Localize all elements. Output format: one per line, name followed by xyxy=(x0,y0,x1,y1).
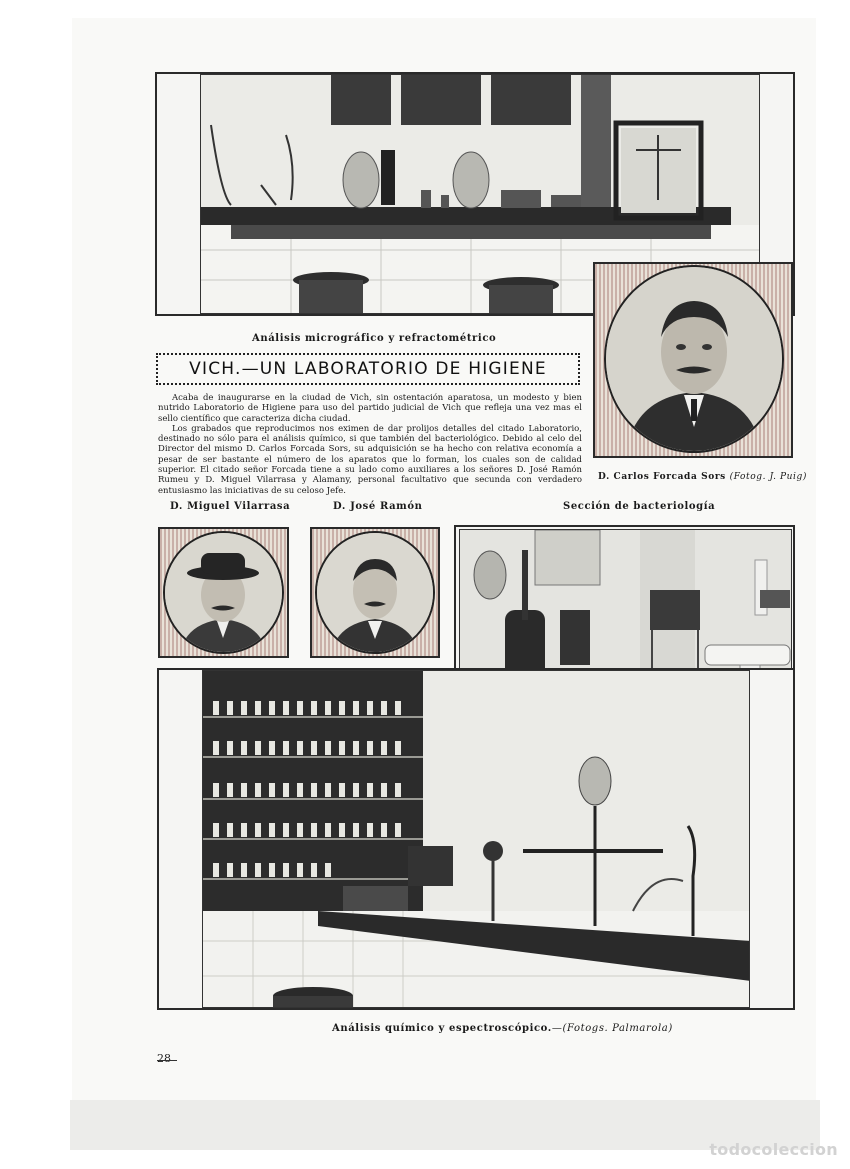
bacteriology-caption: Sección de bacteriología xyxy=(563,501,716,512)
article-paragraph-1: Acaba de inaugurarse en la ciudad de Vich, sin ostentación aparatosa, un modesto y bien nutrido Laboratorio de Higiene para uso del partido judicial de Vich que refleja una vez mas el sello científico que caracteriza dicha ciudad. xyxy=(158,393,582,424)
portrait-mid-figure xyxy=(317,533,433,652)
watermark: todocoleccion xyxy=(709,1140,838,1159)
bottom-photo-credit: —(Fotogs. Palmarola) xyxy=(551,1023,673,1034)
chemical-lab-photo xyxy=(202,670,750,1008)
main-portrait-credit: (Fotog. J. Puig) xyxy=(729,472,808,482)
article-title-box xyxy=(156,353,580,385)
page-number: 28 xyxy=(157,1052,171,1065)
bottom-photo-caption xyxy=(332,1023,673,1034)
portrait-left-figure xyxy=(165,533,282,652)
page-shadow xyxy=(70,1100,820,1150)
article-body xyxy=(158,393,582,496)
article-title: VICH.—UN LABORATORIO DE HIGIENE xyxy=(189,359,547,379)
main-portrait-caption xyxy=(598,472,807,482)
bottom-photo-caption-main: Análisis químico y espectroscópico. xyxy=(332,1023,552,1034)
carlos-forcada-portrait xyxy=(604,265,784,453)
article-paragraph-2: Los grabados que reproducimos nos eximen de dar prolijos detalles del citado Laboratorio, destinado no sólo para el análisis químico, si que también del bacteriológico. Debido al celo del Director del mismo D. Carlos Forcada Sors, su adquisición se ha hecho con relativa economía a pesar de ser bastante el número de los aparatos que lo forman, los cuales son de calidad superior. El citado señor Forcada tiene a su lado como auxiliares a los señores D. José Ramón Rumeu y D. Miguel Vilarrasa y Alamany, personal facultativo que secunda con verdadero entusiasmo las iniciativas de su celoso Jefe. xyxy=(158,423,582,496)
main-portrait-name: D. Carlos Forcada Sors xyxy=(598,472,726,482)
portrait-mid-caption: D. José Ramón xyxy=(333,501,423,512)
portrait-figure xyxy=(606,267,782,451)
portrait-left-caption: D. Miguel Vilarrasa xyxy=(170,501,291,512)
top-photo-caption: Análisis micrográfico y refractométrico xyxy=(252,333,497,344)
miguel-vilarrasa-portrait xyxy=(163,531,284,654)
jose-ramon-portrait xyxy=(315,531,435,654)
chemical-lab-illustration xyxy=(203,671,750,1008)
